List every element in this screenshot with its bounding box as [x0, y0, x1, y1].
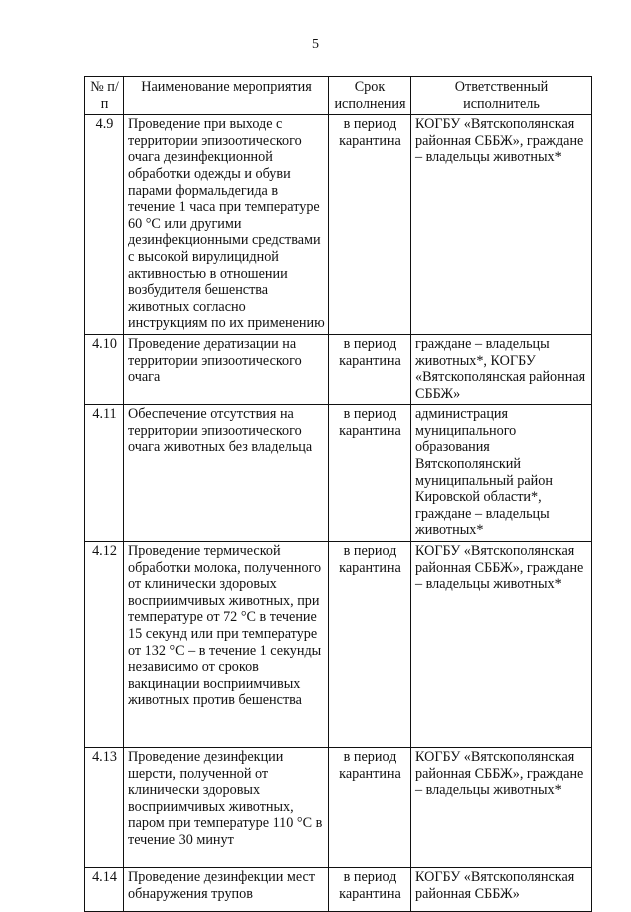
row-term: в период карантина [329, 115, 411, 335]
table-row [85, 334, 592, 404]
header-name: Наименование мероприятия [124, 77, 329, 115]
row-responsible: граждане – владельцы животных*, КОГБУ «Вятскополянская районная СББЖ» [411, 334, 592, 404]
row-num: 4.9 [85, 115, 124, 335]
table-row [85, 405, 592, 542]
row-name: Проведение дезинфекции шерсти, полученной от клинически здоровых восприимчивых животных, паром при температуре 110 °С в течение 30 минут [124, 748, 329, 868]
row-name: Обеспечение отсутствия на территории эпизоотического очага животных без владельца [124, 405, 329, 542]
row-responsible: администрация муниципального образования Вятскополянский муниципальный район Кировской области*, граждане – владельцы животных* [411, 405, 592, 542]
table-row [85, 542, 592, 748]
row-num: 4.10 [85, 334, 124, 404]
row-name: Проведение термической обработки молока, полученного от клинически здоровых восприимчивых животных, при температуре от 72 °С в течение 15 секунд или при температуре от 132 °С – в течение 1 секунды независимо от сроков вакцинации восприимчивых животных против бешенства [124, 542, 329, 748]
measures-table [84, 76, 592, 912]
row-num: 4.11 [85, 405, 124, 542]
row-name: Проведение при выходе с территории эпизоотического очага дезинфекционной обработки одежды и обуви парами формальдегида в течение 1 часа при температуре 60 °С или другими дезинфекционными средствами с высокой вирулицидной активностью в отношении возбудителя бешенства животных согласно инструкциям по их применению [124, 115, 329, 335]
row-term: в период карантина [329, 868, 411, 912]
row-term: в период карантина [329, 748, 411, 868]
row-num: 4.13 [85, 748, 124, 868]
row-name: Проведение дератизации на территории эпизоотического очага [124, 334, 329, 404]
row-num: 4.14 [85, 868, 124, 912]
row-responsible: КОГБУ «Вятскополянская районная СББЖ», граждане – владельцы животных* [411, 748, 592, 868]
row-num: 4.12 [85, 542, 124, 748]
header-responsible: Ответственный исполнитель [411, 77, 592, 115]
row-responsible: КОГБУ «Вятскополянская районная СББЖ», граждане – владельцы животных* [411, 542, 592, 748]
table-row [85, 868, 592, 912]
row-responsible: КОГБУ «Вятскополянская районная СББЖ» [411, 868, 592, 912]
table-header-row [85, 77, 592, 115]
page-number: 5 [312, 37, 319, 52]
header-term: Срок исполнения [329, 77, 411, 115]
row-term: в период карантина [329, 405, 411, 542]
row-term: в период карантина [329, 542, 411, 748]
header-num: № п/п [85, 77, 124, 115]
row-responsible: КОГБУ «Вятскополянская районная СББЖ», граждане – владельцы животных* [411, 115, 592, 335]
table-row [85, 115, 592, 335]
row-name: Проведение дезинфекции мест обнаружения трупов [124, 868, 329, 912]
row-term: в период карантина [329, 334, 411, 404]
table-row [85, 748, 592, 868]
